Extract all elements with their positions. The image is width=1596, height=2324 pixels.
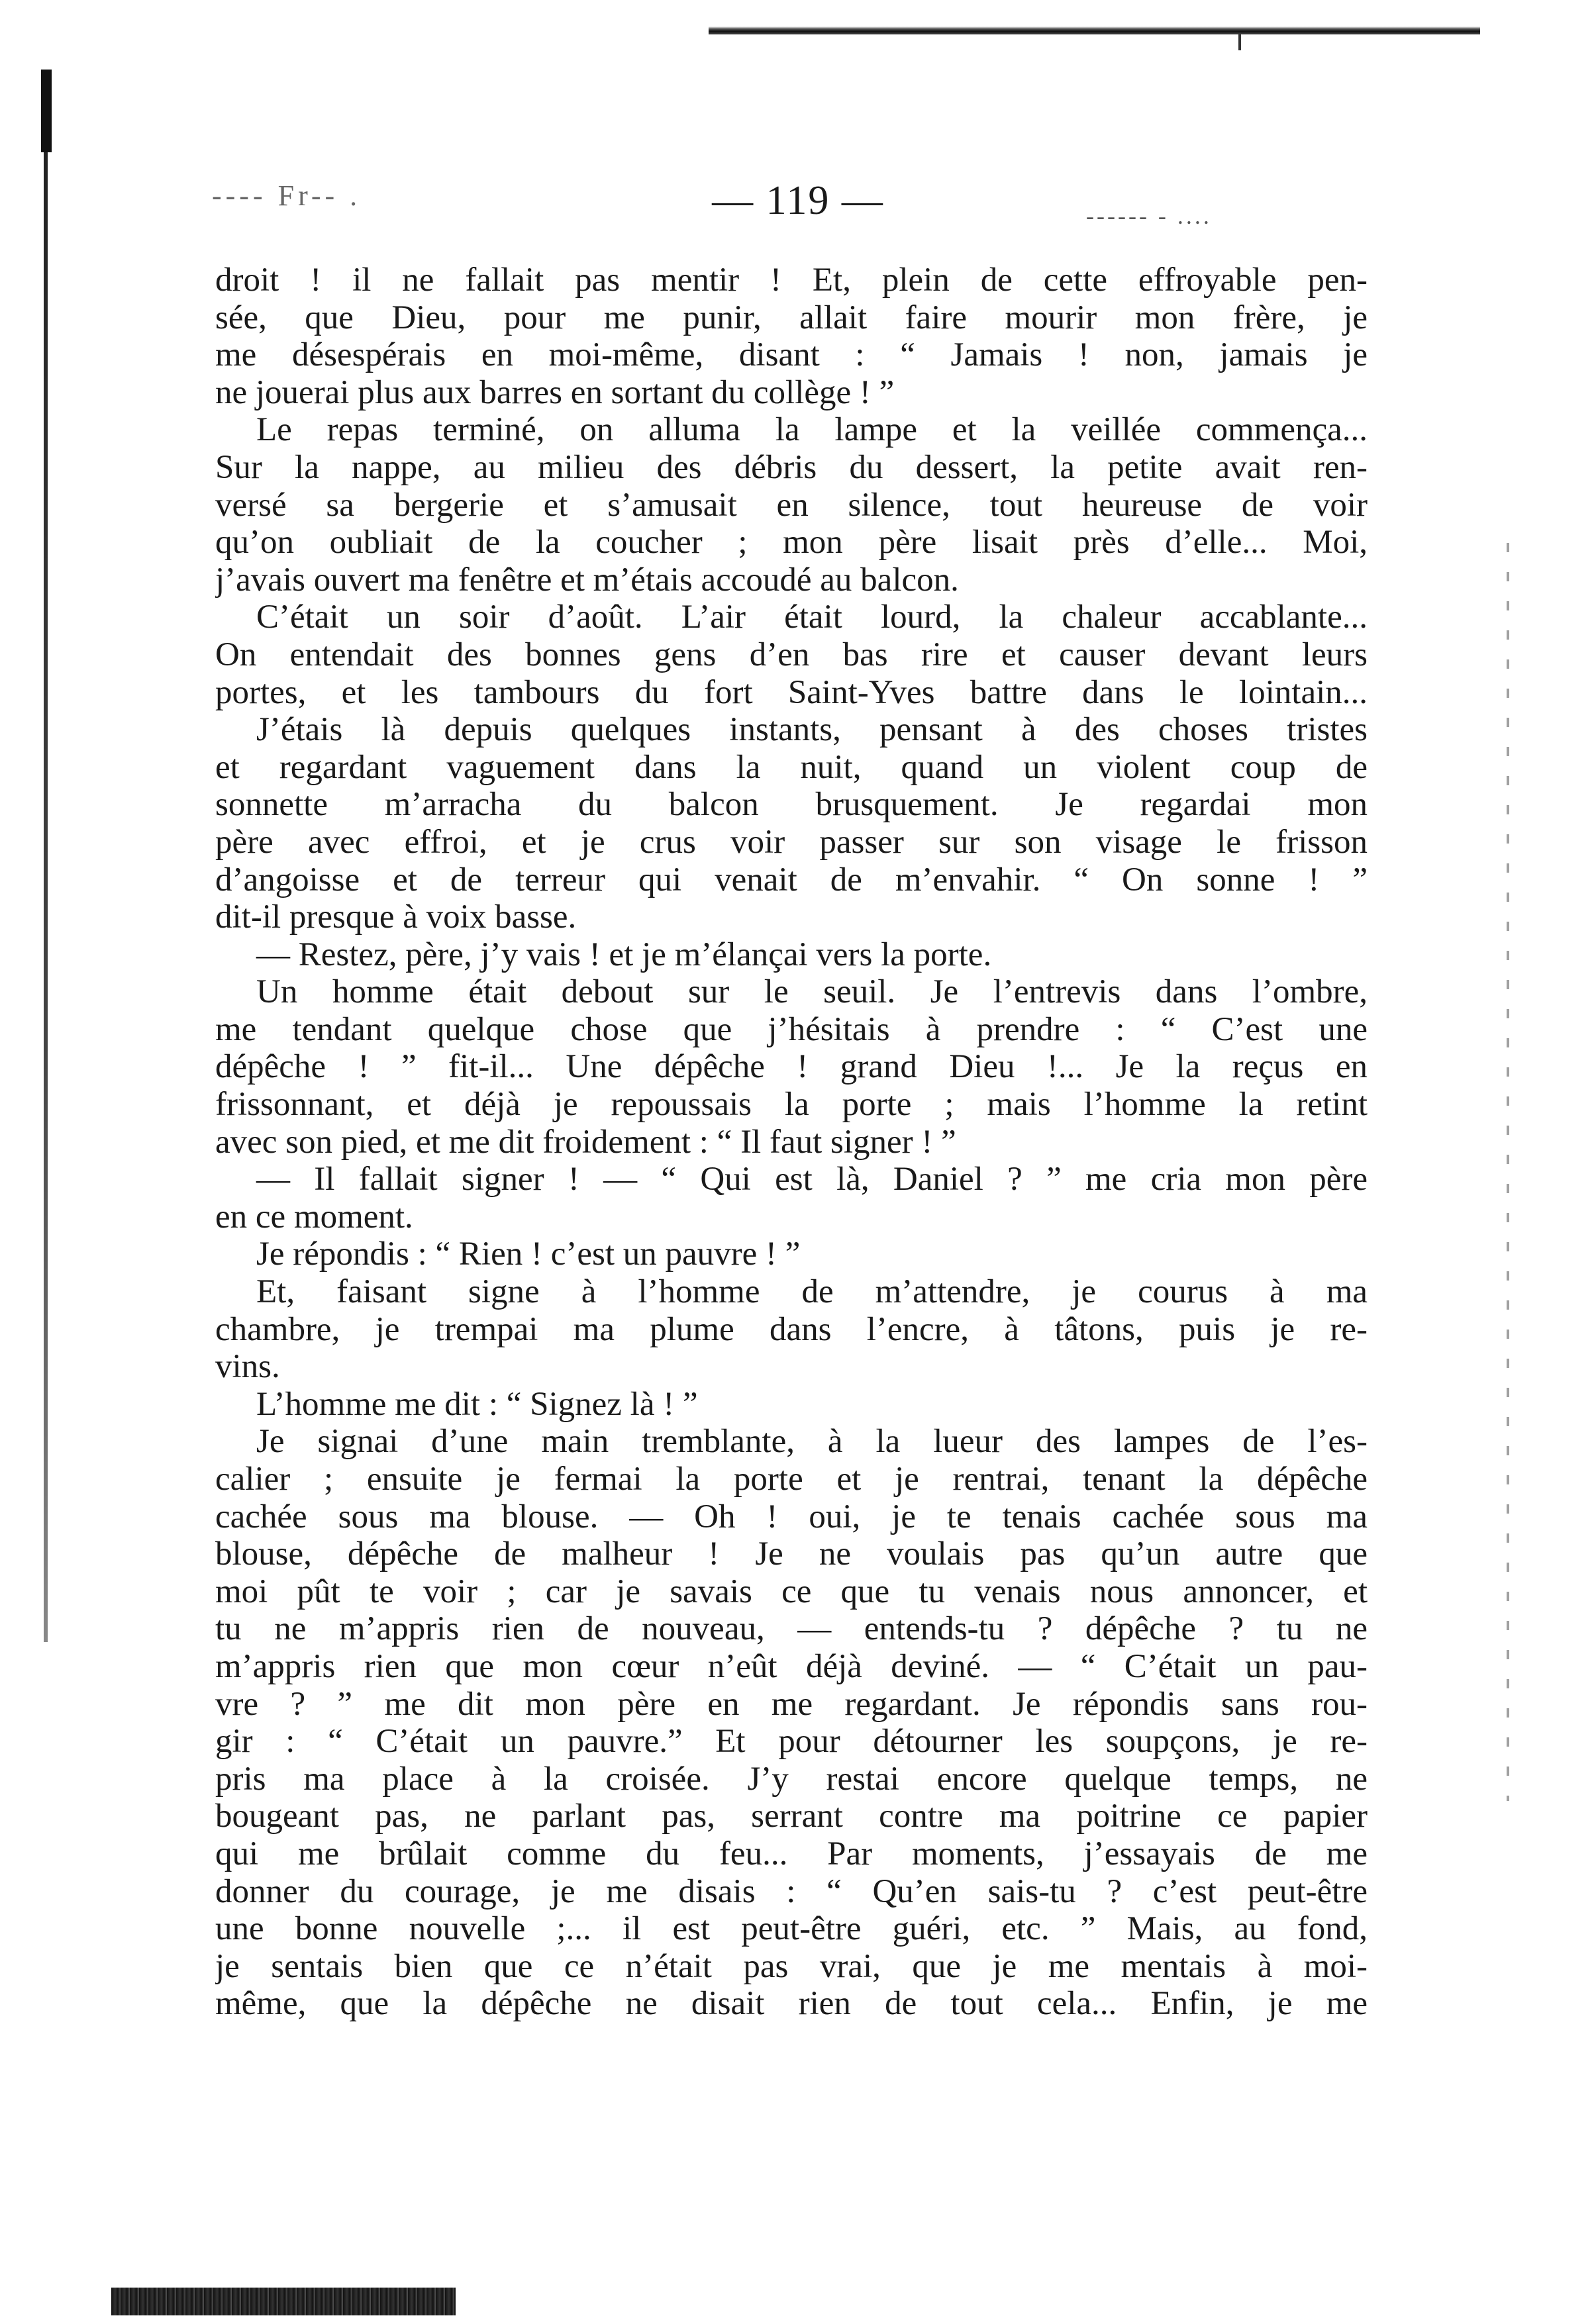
text-line: donner du courage, je me disais : “ Qu’en sais-tu ? c’est peut-être [215,1872,1368,1910]
text-line: Je répondis : “ Rien ! c’est un pauvre ! ” [256,1235,801,1273]
text-line: même, que la dépêche ne disait rien de tout cela... Enfin, je me [215,1985,1368,2023]
text-line: une bonne nouvelle ;... il est peut-être guéri, etc. ” Mais, au fond, [215,1910,1368,1948]
scan-right-edge-noise [1507,543,1509,1801]
text-line: L’homme me dit : “ Signez là ! ” [256,1385,698,1423]
text-line: vre ? ” me dit mon père en me regardant. Je répondis sans rou- [215,1685,1368,1723]
text-line: Le repas terminé, on alluma la lampe et la veillée commença... [256,411,1368,449]
text-line: frissonnant, et déjà je repoussais la porte ; mais l’homme la retint [215,1086,1368,1124]
text-line: qui me brûlait comme du feu... Par moments, j’essayais de me [215,1835,1368,1872]
text-line: qu’on oubliait de la coucher ; mon père lisait près d’elle... Moi, [215,524,1368,561]
text-line: dit-il presque à voix basse. [215,898,577,936]
text-line: pris ma place à la croisée. J’y restai encore quelque temps, ne [215,1760,1368,1798]
text-line: Un homme était debout sur le seuil. Je l’entrevis dans l’ombre, [256,973,1368,1011]
header-left-marks: ---- Fr-- . [212,179,362,212]
text-line: sée, que Dieu, pour me punir, allait faire mourir mon frère, je [215,299,1368,336]
text-line: dépêche ! ” fit-il... Une dépêche ! grand Dieu !... Je la reçus en [215,1048,1368,1086]
page-number: — 119 — [712,178,884,223]
text-line: je sentais bien que ce n’était pas vrai, que je me mentais à moi- [215,1947,1368,1985]
text-line: en ce moment. [215,1198,413,1235]
text-line: C’était un soir d’août. L’air était lourd, la chaleur accablante... [256,599,1368,636]
text-line: bougeant pas, ne parlant pas, serrant contre ma poitrine ce papier [215,1798,1368,1835]
text-line: Je signai d’une main tremblante, à la lueur des lampes de l’es- [256,1423,1368,1461]
text-line: — Il fallait signer ! — “ Qui est là, Daniel ? ” me cria mon père [256,1161,1368,1198]
text-line: — Restez, père, j’y vais ! et je m’élançai vers la porte. [256,936,992,973]
text-line: calier ; ensuite je fermai la porte et je rentrai, tenant la dépêche [215,1461,1368,1498]
body-text [215,262,1368,2023]
scan-left-edge-line [44,152,48,1642]
scan-top-rule [709,26,1480,34]
text-line: cachée sous ma blouse. — Oh ! oui, je te tenais cachée sous ma [215,1498,1368,1535]
text-line: droit ! il ne fallait pas mentir ! Et, plein de cette effroyable pen- [215,262,1368,299]
text-line: portes, et les tambours du fort Saint-Yves battre dans le lointain... [215,673,1368,711]
text-line: j’avais ouvert ma fenêtre et m’étais accoudé au balcon. [215,561,959,599]
text-line: avec son pied, et me dit froidement : “ Il faut signer ! ” [215,1123,956,1161]
text-line: versé sa bergerie et s’amusait en silence, tout heureuse de voir [215,486,1368,524]
header-right-marks: ------ - .... [1086,203,1212,229]
text-line: Sur la nappe, au milieu des débris du dessert, la petite avait ren- [215,448,1368,486]
text-line: blouse, dépêche de malheur ! Je ne voulais pas qu’un autre que [215,1535,1368,1573]
scan-bottom-strip [111,2288,456,2315]
text-line: me désespérais en moi-même, disant : “ Jamais ! non, jamais je [215,336,1368,374]
text-line: Et, faisant signe à l’homme de m’attendre, je courus à ma [256,1273,1368,1311]
text-line: On entendait des bonnes gens d’en bas rire et causer devant leurs [215,636,1368,673]
text-line: gir : “ C’était un pauvre.” Et pour détourner les soupçons, je re- [215,1723,1368,1761]
text-line: vins. [215,1348,280,1386]
scan-left-edge-mark [41,70,52,152]
text-line: tu ne m’appris rien de nouveau, — entends-tu ? dépêche ? tu ne [215,1610,1368,1648]
text-line: J’étais là depuis quelques instants, pensant à des choses tristes [256,711,1368,749]
text-line: chambre, je trempai ma plume dans l’encre, à tâtons, puis je re- [215,1310,1368,1348]
text-line: et regardant vaguement dans la nuit, quand un violent coup de [215,748,1368,786]
text-line: père avec effroi, et je crus voir passer sur son visage le frisson [215,823,1368,861]
text-line: sonnette m’arracha du balcon brusquement. Je regardai mon [215,786,1368,824]
text-line: me tendant quelque chose que j’hésitais à prendre : “ C’est une [215,1010,1368,1048]
scan-top-rule-tick [1238,34,1241,50]
text-line: moi pût te voir ; car je savais ce que tu venais nous annoncer, et [215,1573,1368,1610]
text-line: m’appris rien que mon cœur n’eût déjà deviné. — “ C’était un pau- [215,1647,1368,1685]
text-line: ne jouerai plus aux barres en sortant du collège ! ” [215,373,895,411]
text-line: d’angoisse et de terreur qui venait de m’envahir. “ On sonne ! ” [215,861,1368,898]
